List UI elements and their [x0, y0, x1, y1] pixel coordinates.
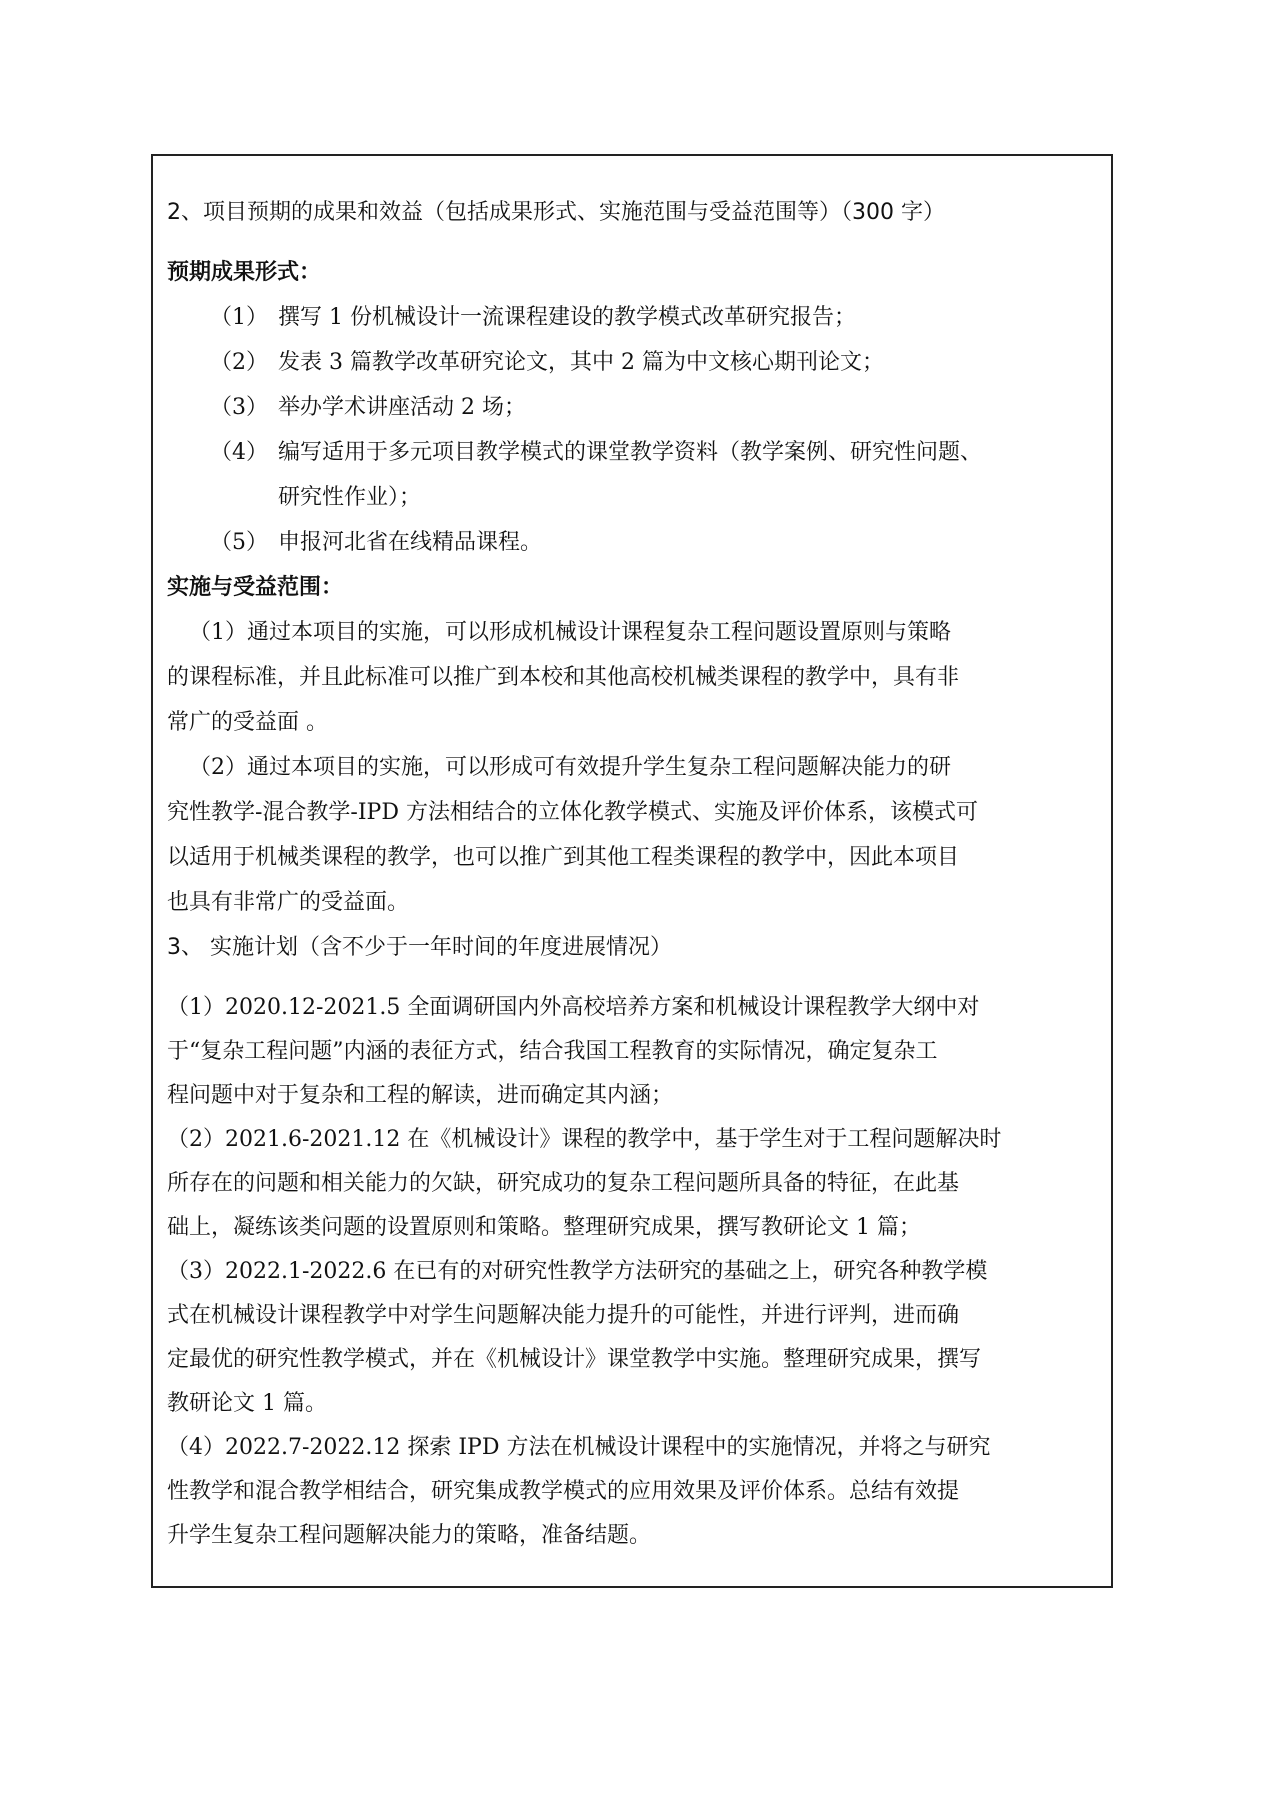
paragraph-line: 升学生复杂工程问题解决能力的策略，准备结题。: [167, 1523, 652, 1548]
list-item: [167, 430, 1097, 475]
list-item: [167, 295, 1097, 340]
paragraph-line: 所存在的问题和相关能力的欠缺，研究成功的复杂工程问题所具备的特征，在此基: [167, 1171, 960, 1196]
item-text: 撰写 1 份机械设计一流课程建设的教学模式改革研究报告；: [278, 305, 856, 330]
paragraph-line: 究性教学-混合教学-IPD 方法相结合的立体化教学模式、实施及评价体系，该模式可: [167, 800, 978, 825]
item-number: （5）: [210, 530, 268, 555]
item-text: 编写适用于多元项目教学模式的课堂教学资料（教学案例、研究性问题、: [278, 440, 983, 465]
paragraph-line: 础上，凝练该类问题的设置原则和策略。整理研究成果，撰写教研论文 1 篇；: [167, 1215, 921, 1240]
paragraph-line: （3）2022.1-2022.6 在已有的对研究性教学方法研究的基础之上，研究各种教学模: [167, 1259, 988, 1284]
section-3-heading: 3、 实施计划（含不少于一年时间的年度进展情况）: [167, 935, 672, 960]
paragraph-line: 以适用于机械类课程的教学，也可以推广到其他工程类课程的教学中，因此本项目: [167, 845, 960, 870]
paragraph-line: 常广的受益面 。: [167, 710, 328, 735]
plan-paragraph: [167, 985, 1097, 1117]
item-text: 举办学术讲座活动 2 场；: [278, 395, 526, 420]
paragraph-line: 性教学和混合教学相结合，研究集成教学模式的应用效果及评价体系。总结有效提: [167, 1479, 960, 1504]
item-number: （4）: [210, 440, 268, 465]
paragraph-line: （1）2020.12-2021.5 全面调研国内外高校培养方案和机械设计课程教学大纲中对: [167, 995, 980, 1020]
scope-title: 实施与受益范围：: [167, 575, 344, 600]
document-body: [167, 190, 1097, 1557]
paragraph-line: （2）2021.6-2021.12 在《机械设计》课程的教学中，基于学生对于工程问题解决时: [167, 1127, 1002, 1152]
expected-forms-title: 预期成果形式：: [167, 260, 322, 285]
item-number: （3）: [210, 395, 268, 420]
scope-paragraph: [167, 745, 1097, 925]
plan-paragraph: [167, 1117, 1097, 1249]
plan-paragraph: [167, 1249, 1097, 1425]
item-number: （1）: [210, 305, 268, 330]
list-item: [167, 385, 1097, 430]
item-continuation: 研究性作业）；: [278, 485, 422, 510]
scope-paragraph: [167, 610, 1097, 745]
paragraph-line: （1）通过本项目的实施，可以形成机械设计课程复杂工程问题设置原则与策略: [189, 620, 951, 645]
paragraph-line: 的课程标准，并且此标准可以推广到本校和其他高校机械类课程的教学中，具有非: [167, 665, 960, 690]
paragraph-line: （2）通过本项目的实施，可以形成可有效提升学生复杂工程问题解决能力的研: [189, 755, 951, 780]
item-text: 申报河北省在线精品课程。: [278, 530, 543, 555]
list-item: [167, 520, 1097, 565]
paragraph-line: （4）2022.7-2022.12 探索 IPD 方法在机械设计课程中的实施情况，并将之与研究: [167, 1435, 991, 1460]
item-text: 发表 3 篇教学改革研究论文，其中 2 篇为中文核心期刊论文；: [278, 350, 884, 375]
plan-paragraph: [167, 1425, 1097, 1557]
item-number: （2）: [210, 350, 268, 375]
paragraph-line: 程问题中对于复杂和工程的解读，进而确定其内涵；: [167, 1083, 674, 1108]
paragraph-line: 于“复杂工程问题”内涵的表征方式，结合我国工程教育的实际情况，确定复杂工: [167, 1039, 938, 1064]
paragraph-line: 教研论文 1 篇。: [167, 1391, 327, 1416]
paragraph-line: 定最优的研究性教学模式，并在《机械设计》课堂教学中实施。整理研究成果，撰写: [167, 1347, 982, 1372]
list-item: [167, 340, 1097, 385]
section-2-heading: 2、项目预期的成果和效益（包括成果形式、实施范围与受益范围等）（300 字）: [167, 200, 945, 225]
paragraph-line: 也具有非常广的受益面。: [167, 890, 410, 915]
paragraph-line: 式在机械设计课程教学中对学生问题解决能力提升的可能性，并进行评判，进而确: [167, 1303, 960, 1328]
